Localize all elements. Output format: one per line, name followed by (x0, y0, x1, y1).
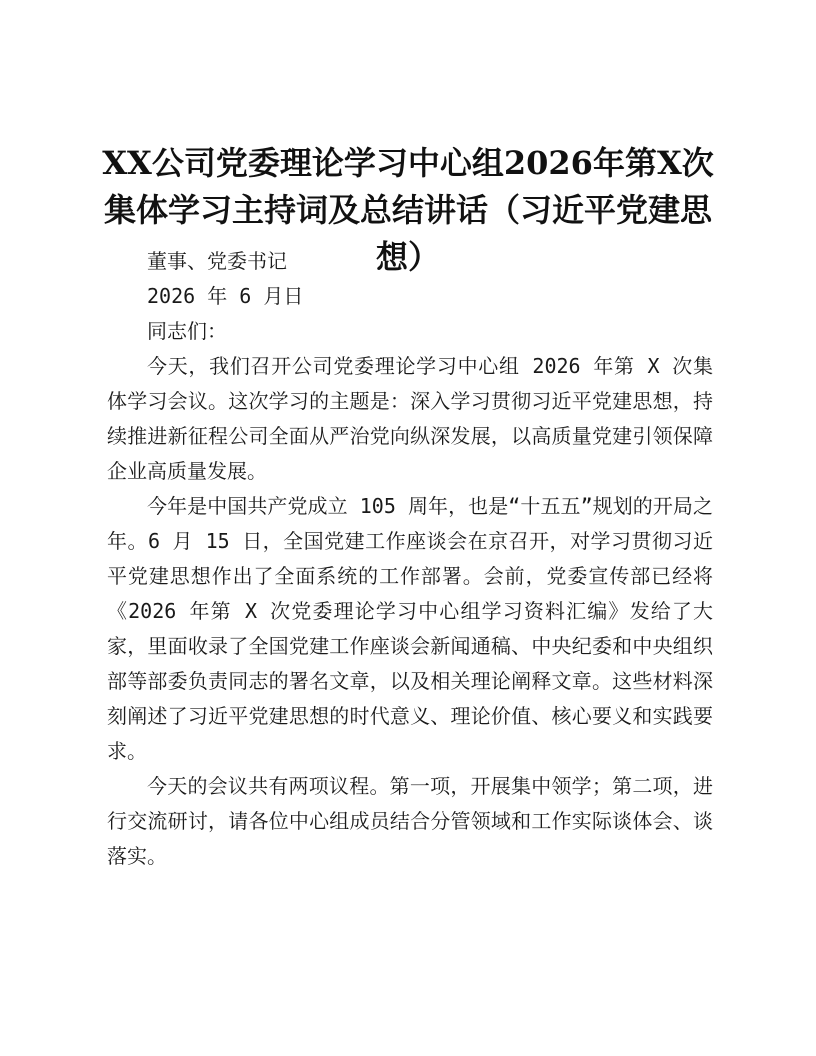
date-line: 2026 年 6 月日 (147, 284, 304, 308)
body-paragraph: 今年是中国共产党成立 105 周年，也是“十五五”规划的开局之年。6 月 15 日，全国党建工作座谈会在京召开，对学习贯彻习近平党建思想作出了全面系统的工作部署。会前，党委宣传部已经将《2026 年第 X 次党委理论学习中心组学习资料汇编》发给了大家，里面收录了全国党建工作座谈会新闻通稿、中央纪委和中央组织部等部委负责同志的署名文章，以及相关理论阐释文章。这些材料深刻阐述了习近平党建思想的时代意义、理论价值、核心要义和实践要求。 (107, 494, 713, 763)
salutation: 同志们： (147, 319, 227, 343)
body-paragraph: 今天的会议共有两项议程。第一项，开展集中领学；第二项，进行交流研讨，请各位中心组成员结合分管领域和工作实际谈体会、谈落实。 (107, 774, 713, 868)
document-title: XX公司党委理论学习中心组2026年第X次集体学习主持词及总结讲话（习近平党建思想） (102, 144, 714, 276)
document-body (107, 244, 713, 874)
speaker-line: 董事、党委书记 (147, 249, 287, 273)
body-paragraph: 今天，我们召开公司党委理论学习中心组 2026 年第 X 次集体学习会议。这次学习的主题是：深入学习贯彻习近平党建思想，持续推进新征程公司全面从严治党向纵深发展，以高质量党建引领保障企业高质量发展。 (107, 354, 713, 483)
